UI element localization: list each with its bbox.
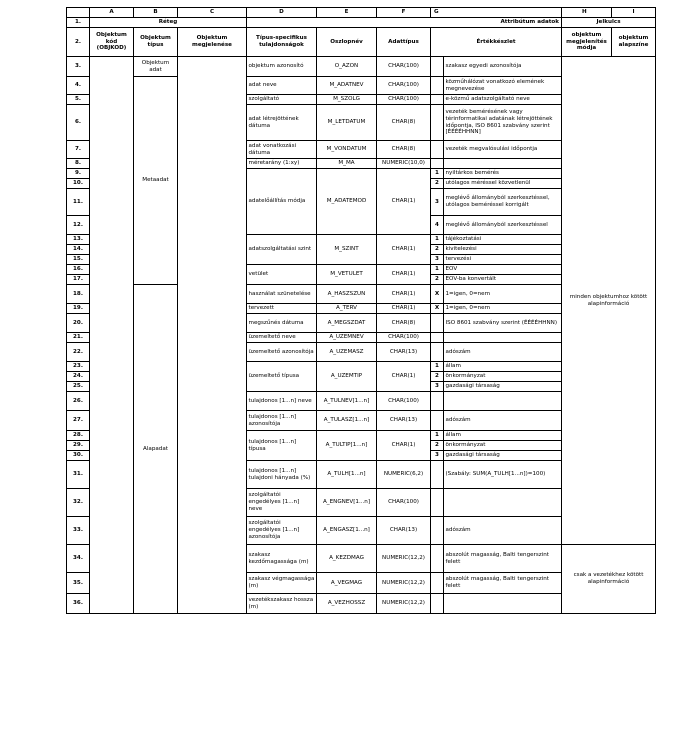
header-tulajdonsag: Típus-specifikus tulajdonságok bbox=[247, 28, 317, 57]
row-number: 8. bbox=[67, 159, 90, 169]
row-number: 33. bbox=[67, 517, 90, 545]
value-code-cell: 3 bbox=[431, 255, 444, 265]
property-cell: adat létrejöttének dátuma bbox=[247, 105, 317, 141]
column-name-cell: M_LETDATUM bbox=[317, 105, 377, 141]
value-text-cell: meglévő állományból szerkesztéssel, utólagos beméréssel korrigált bbox=[444, 189, 562, 216]
property-cell: méretarány (1:xy) bbox=[247, 159, 317, 169]
header-oszlopnev: Oszlopnév bbox=[317, 28, 377, 57]
row-number: 16. bbox=[67, 265, 90, 275]
value-text-cell: gazdasági társaság bbox=[444, 451, 562, 461]
column-name-cell: A_UZEMNEV bbox=[317, 333, 377, 343]
value-text-cell bbox=[444, 392, 562, 411]
group-jelkulcs: Jelkulcs bbox=[562, 18, 656, 28]
property-cell: üzemeltető azonosítója bbox=[247, 343, 317, 362]
column-letter: E bbox=[317, 8, 377, 18]
header-megjmod: objektum megjelenítés módja bbox=[562, 28, 612, 57]
column-letter: B bbox=[134, 8, 178, 18]
column-name-cell: A_TULH[1...n] bbox=[317, 461, 377, 489]
property-cell: szakasz végmagassága (m) bbox=[247, 573, 317, 594]
row-number: 13. bbox=[67, 235, 90, 245]
value-text-cell: 1=igen, 0=nem bbox=[444, 285, 562, 304]
appearance-cell bbox=[178, 57, 247, 614]
row-number: 29. bbox=[67, 441, 90, 451]
header-kod: Objektum kód (OBJKOD) bbox=[90, 28, 134, 57]
value-code-cell bbox=[431, 95, 444, 105]
column-name-cell: A_ENGNEV[1...n] bbox=[317, 489, 377, 517]
value-text-cell: szakasz egyedi azonosítója bbox=[444, 57, 562, 77]
group-attributum: Attribútum adatok bbox=[247, 18, 562, 28]
row-number: 7. bbox=[67, 141, 90, 159]
row-number: 21. bbox=[67, 333, 90, 343]
property-cell: objektum azonosító bbox=[247, 57, 317, 77]
column-name-cell: A_VEGMAG bbox=[317, 573, 377, 594]
column-name-cell: A_UZEMASZ bbox=[317, 343, 377, 362]
value-code-cell: 1 bbox=[431, 362, 444, 372]
row-number: 17. bbox=[67, 275, 90, 285]
property-cell: szolgáltatói engedélyes [1...n] azonosítója bbox=[247, 517, 317, 545]
property-cell: tulajdonos [1...n] tulajdoni hányada (%) bbox=[247, 461, 317, 489]
header-alapszine: objektum alapszíne bbox=[612, 28, 656, 57]
column-letter-row bbox=[67, 8, 656, 18]
row-number: 10. bbox=[67, 179, 90, 189]
value-text-cell: utólagos méréssel közvetlenül bbox=[444, 179, 562, 189]
row-number: 35. bbox=[67, 573, 90, 594]
corner-cell bbox=[67, 8, 90, 18]
type-alapadat: Alapadat bbox=[134, 285, 178, 614]
column-name-cell: A_TULASZ[1...n] bbox=[317, 411, 377, 431]
datatype-cell: NUMERIC(6,2) bbox=[377, 461, 431, 489]
column-name-cell: A_TULNEV[1...n] bbox=[317, 392, 377, 411]
column-name-cell: A_UZEMTIP bbox=[317, 362, 377, 392]
property-cell: adatelőállítás módja bbox=[247, 169, 317, 235]
value-text-cell: gazdasági társaság bbox=[444, 382, 562, 392]
datatype-cell: NUMERIC(12,2) bbox=[377, 594, 431, 614]
column-name-cell: A_TERV bbox=[317, 304, 377, 314]
row-number: 18. bbox=[67, 285, 90, 304]
property-cell: adat vonatkozási dátuma bbox=[247, 141, 317, 159]
datatype-cell: CHAR(100) bbox=[377, 77, 431, 95]
value-code-cell: X bbox=[431, 285, 444, 304]
value-text-cell: vezeték bemérésének vagy térinformatikai adatának létrejöttének időpontja, ISO 8601 szabvány szerint [ÉÉÉÉHHNN] bbox=[444, 105, 562, 141]
row-number: 15. bbox=[67, 255, 90, 265]
row-number: 14. bbox=[67, 245, 90, 255]
value-code-cell bbox=[431, 343, 444, 362]
value-code-cell bbox=[431, 573, 444, 594]
objkod-cell bbox=[90, 57, 134, 614]
property-cell: megszűnés dátuma bbox=[247, 314, 317, 333]
header-group-row bbox=[67, 18, 656, 28]
row-number: 22. bbox=[67, 343, 90, 362]
group-reteg: Réteg bbox=[90, 18, 247, 28]
jelkulcs-alapinfo: minden objektumhoz kötött alapinformáció bbox=[562, 57, 656, 545]
value-code-cell: 3 bbox=[431, 382, 444, 392]
value-text-cell: e-közmű adatszolgáltató neve bbox=[444, 95, 562, 105]
column-name-cell: A_HASZSZUN bbox=[317, 285, 377, 304]
datatype-cell: CHAR(8) bbox=[377, 314, 431, 333]
column-name-cell: A_ENGASZ[1...n] bbox=[317, 517, 377, 545]
column-letter: C bbox=[178, 8, 247, 18]
row-number: 12. bbox=[67, 216, 90, 235]
value-text-cell: állam bbox=[444, 362, 562, 372]
column-letter: D bbox=[247, 8, 317, 18]
value-text-cell: adószám bbox=[444, 411, 562, 431]
row-number: 36. bbox=[67, 594, 90, 614]
value-text-cell: abszolút magasság, Balti tengerszint felett bbox=[444, 573, 562, 594]
row-number: 2. bbox=[67, 28, 90, 57]
value-code-cell: 2 bbox=[431, 441, 444, 451]
property-cell: vezetékszakasz hossza (m) bbox=[247, 594, 317, 614]
property-cell: tulajdonos [1...n] típusa bbox=[247, 431, 317, 461]
datatype-cell: CHAR(13) bbox=[377, 411, 431, 431]
value-code-cell: 1 bbox=[431, 265, 444, 275]
datatype-cell: CHAR(8) bbox=[377, 105, 431, 141]
value-text-cell: (Szabály: SUM(A_TULH[1...n])=100) bbox=[444, 461, 562, 489]
row-number: 25. bbox=[67, 382, 90, 392]
column-name-cell: M_ADATNEV bbox=[317, 77, 377, 95]
datatype-cell: CHAR(100) bbox=[377, 392, 431, 411]
property-cell: tulajdonos [1...n] neve bbox=[247, 392, 317, 411]
header-tipus: Objektum típus bbox=[134, 28, 178, 57]
value-text-cell: adószám bbox=[444, 517, 562, 545]
column-name-cell: M_VONDATUM bbox=[317, 141, 377, 159]
type-objektum-adat: Objektum adat bbox=[134, 57, 178, 77]
row-number: 31. bbox=[67, 461, 90, 489]
value-text-cell: kivitelezési bbox=[444, 245, 562, 255]
value-code-cell: X bbox=[431, 304, 444, 314]
datatype-cell: CHAR(100) bbox=[377, 95, 431, 105]
row-number: 5. bbox=[67, 95, 90, 105]
value-text-cell: tervezési bbox=[444, 255, 562, 265]
column-name-cell: A_MEGSZDAT bbox=[317, 314, 377, 333]
column-letter: F bbox=[377, 8, 431, 18]
value-code-cell bbox=[431, 545, 444, 573]
value-text-cell: meglévő állományból szerkesztéssel bbox=[444, 216, 562, 235]
value-text-cell: közműhálózat vonatkozó elemének megnevezése bbox=[444, 77, 562, 95]
value-text-cell: adószám bbox=[444, 343, 562, 362]
value-code-cell: 1 bbox=[431, 235, 444, 245]
value-text-cell: nyiltárkos bemérés bbox=[444, 169, 562, 179]
datatype-cell: CHAR(1) bbox=[377, 285, 431, 304]
value-code-cell: 2 bbox=[431, 179, 444, 189]
datatype-cell: NUMERIC(10,0) bbox=[377, 159, 431, 169]
value-text-cell: abszolút magasság, Balti tengerszint felett bbox=[444, 545, 562, 573]
value-code-cell bbox=[431, 314, 444, 333]
row-number: 19. bbox=[67, 304, 90, 314]
datatype-cell: CHAR(1) bbox=[377, 431, 431, 461]
property-cell: üzemeltető neve bbox=[247, 333, 317, 343]
value-code-cell: 1 bbox=[431, 169, 444, 179]
datatype-cell: CHAR(1) bbox=[377, 304, 431, 314]
attribute-table bbox=[66, 7, 656, 614]
column-letter: H bbox=[562, 8, 612, 18]
row-number: 3. bbox=[67, 57, 90, 77]
datatype-cell: CHAR(100) bbox=[377, 489, 431, 517]
value-code-cell bbox=[431, 77, 444, 95]
value-code-cell: 1 bbox=[431, 431, 444, 441]
value-code-cell bbox=[431, 392, 444, 411]
value-code-cell bbox=[431, 141, 444, 159]
column-name-cell: O_AZON bbox=[317, 57, 377, 77]
row-number: 23. bbox=[67, 362, 90, 372]
row-number: 9. bbox=[67, 169, 90, 179]
value-code-cell: 4 bbox=[431, 216, 444, 235]
datatype-cell: CHAR(1) bbox=[377, 169, 431, 235]
property-cell: szakasz kezdőmagassága (m) bbox=[247, 545, 317, 573]
property-cell: szolgáltatói engedélyes [1...n] neve bbox=[247, 489, 317, 517]
column-name-cell: M_MA bbox=[317, 159, 377, 169]
value-text-cell: EOV bbox=[444, 265, 562, 275]
value-code-cell bbox=[431, 594, 444, 614]
value-text-cell bbox=[444, 489, 562, 517]
value-code-cell bbox=[431, 489, 444, 517]
header-megjelenes: Objektum megjelenése bbox=[178, 28, 247, 57]
column-letter: I bbox=[612, 8, 656, 18]
value-text-cell: EOV-ba konvertált bbox=[444, 275, 562, 285]
datatype-cell: NUMERIC(12,2) bbox=[377, 573, 431, 594]
column-letter: A bbox=[90, 8, 134, 18]
value-code-cell: 2 bbox=[431, 245, 444, 255]
type-metaadat: Metaadat bbox=[134, 77, 178, 285]
datatype-cell: CHAR(1) bbox=[377, 362, 431, 392]
value-text-cell: 1=igen, 0=nem bbox=[444, 304, 562, 314]
datatype-cell: NUMERIC(12,2) bbox=[377, 545, 431, 573]
value-code-cell bbox=[431, 411, 444, 431]
row-number: 24. bbox=[67, 372, 90, 382]
value-code-cell bbox=[431, 333, 444, 343]
property-cell: tervezett bbox=[247, 304, 317, 314]
row-number: 34. bbox=[67, 545, 90, 573]
property-cell: használat szünetelése bbox=[247, 285, 317, 304]
value-code-cell: 2 bbox=[431, 372, 444, 382]
column-name-cell: A_KEZDMAG bbox=[317, 545, 377, 573]
header-adattipus: Adattípus bbox=[377, 28, 431, 57]
value-text-cell: ISO 8601 szabvány szerint (ÉÉÉÉHHNN) bbox=[444, 314, 562, 333]
value-code-cell bbox=[431, 461, 444, 489]
datatype-cell: CHAR(100) bbox=[377, 333, 431, 343]
property-cell: üzemeltető típusa bbox=[247, 362, 317, 392]
property-cell: tulajdonos [1...n] azonosítója bbox=[247, 411, 317, 431]
value-text-cell bbox=[444, 594, 562, 614]
value-code-cell: 3 bbox=[431, 189, 444, 216]
column-name-cell: M_SZOLG bbox=[317, 95, 377, 105]
column-name-cell: A_VEZHOSSZ bbox=[317, 594, 377, 614]
datatype-cell: CHAR(1) bbox=[377, 235, 431, 265]
datatype-cell: CHAR(1) bbox=[377, 265, 431, 285]
header-ertekkeszlet: Értékkészlet bbox=[431, 28, 562, 57]
column-name-cell: M_VETULET bbox=[317, 265, 377, 285]
value-code-cell bbox=[431, 105, 444, 141]
value-code-cell bbox=[431, 159, 444, 169]
row-number: 32. bbox=[67, 489, 90, 517]
row-number: 11. bbox=[67, 189, 90, 216]
property-cell: adat neve bbox=[247, 77, 317, 95]
value-text-cell: vezeték megvalósulási időpontja bbox=[444, 141, 562, 159]
column-name-cell: M_ADATEMOD bbox=[317, 169, 377, 235]
row-number: 20. bbox=[67, 314, 90, 333]
value-text-cell bbox=[444, 333, 562, 343]
row-number: 4. bbox=[67, 77, 90, 95]
column-name-cell: M_SZINT bbox=[317, 235, 377, 265]
row-number: 27. bbox=[67, 411, 90, 431]
row-number: 30. bbox=[67, 451, 90, 461]
datatype-cell: CHAR(13) bbox=[377, 517, 431, 545]
row-number: 6. bbox=[67, 105, 90, 141]
property-cell: vetület bbox=[247, 265, 317, 285]
value-text-cell: tájékoztatási bbox=[444, 235, 562, 245]
value-code-cell: 2 bbox=[431, 275, 444, 285]
datatype-cell: CHAR(13) bbox=[377, 343, 431, 362]
property-cell: adatszolgáltatási szint bbox=[247, 235, 317, 265]
column-name-cell: A_TULTIP[1...n] bbox=[317, 431, 377, 461]
value-text-cell: önkormányzat bbox=[444, 372, 562, 382]
value-code-cell bbox=[431, 57, 444, 77]
value-text-cell: önkormányzat bbox=[444, 441, 562, 451]
jelkulcs-vezetek: csak a vezetékhez kötött alapinformáció bbox=[562, 545, 656, 614]
value-text-cell bbox=[444, 159, 562, 169]
value-code-cell: 3 bbox=[431, 451, 444, 461]
value-text-cell: állam bbox=[444, 431, 562, 441]
row-number: 28. bbox=[67, 431, 90, 441]
row-number: 1. bbox=[67, 18, 90, 28]
row-number: 26. bbox=[67, 392, 90, 411]
value-code-cell bbox=[431, 517, 444, 545]
column-letter: G bbox=[431, 8, 562, 18]
datatype-cell: CHAR(100) bbox=[377, 57, 431, 77]
header-sub-row bbox=[67, 28, 656, 57]
table-row bbox=[67, 57, 656, 77]
property-cell: szolgáltató bbox=[247, 95, 317, 105]
datatype-cell: CHAR(8) bbox=[377, 141, 431, 159]
